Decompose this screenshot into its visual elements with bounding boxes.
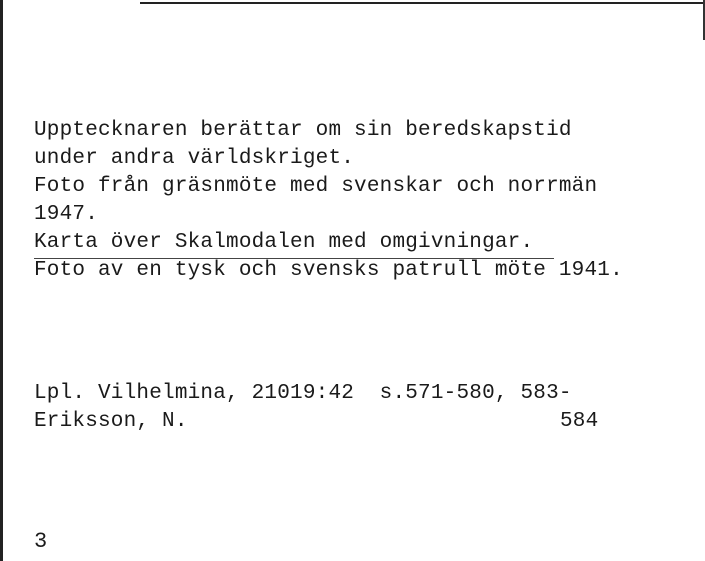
- description-line-2: under andra världskriget.: [34, 147, 355, 170]
- description-line-1: Upptecknaren berättar om sin beredskapstid: [34, 119, 572, 142]
- page-number: 3: [34, 529, 48, 554]
- description-line-6: Foto av en tysk och svensks patrull möte 1941.: [34, 259, 623, 282]
- card-top-edge: [140, 2, 705, 4]
- recorder-name: Eriksson, N.: [34, 410, 188, 433]
- reference-pages-continued: 584: [560, 410, 599, 433]
- reference-line-1: Lpl. Vilhelmina, 21019:42 s.571-580, 583-: [34, 382, 572, 405]
- description-line-4: 1947.: [34, 203, 99, 226]
- card-left-edge: [0, 0, 3, 561]
- description-line-5: Karta över Skalmodalen med omgivningar.: [34, 231, 534, 254]
- description-line-3: Foto från gräsnmöte med svenskar och norrmän: [34, 175, 598, 198]
